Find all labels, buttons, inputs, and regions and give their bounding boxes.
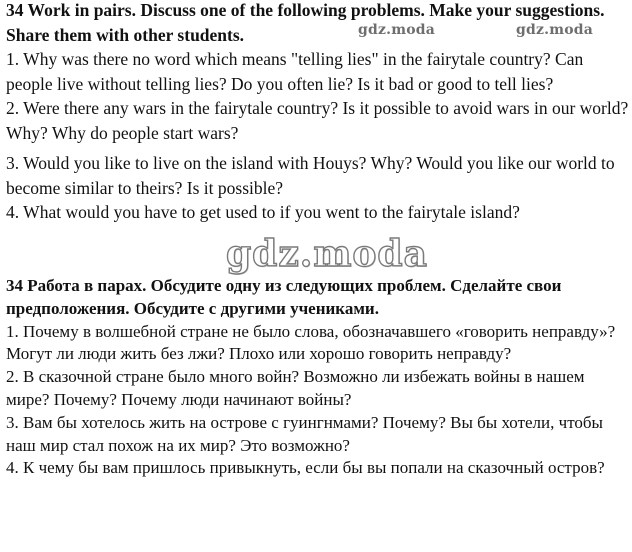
russian-exercise xyxy=(6,275,630,480)
russian-question-3: 3. Вам бы хотелось жить на острове с гуингнмами? Почему? Вы бы хотели, чтобы наш мир стал похож на их мир? Это возможно? xyxy=(6,412,603,455)
english-question-3: 3. Would you like to live on the island with Houys? Why? Would you like our world to become similar to theirs? Is it possible? xyxy=(6,153,615,198)
english-heading: 34 Work in pairs. Discuss one of the following problems. Make your suggestions. Share them with other students. xyxy=(6,0,605,45)
russian-question-2: 2. В сказочной стране было много войн? Возможно ли избежать войны в нашем мире? Почему? Почему люди начинают войны? xyxy=(6,367,585,409)
english-question-1: 1. Why was there no word which means "telling lies" in the fairytale country? Can people live without telling lies? Do you often lie? Is it bad or good to tell lies? xyxy=(6,49,584,94)
english-question-4: 4. What would you have to get used to if you went to the fairytale island? xyxy=(6,202,520,222)
russian-question-1: 1. Почему в волшебной стране не было слова, обозначавшего «говорить неправду»? Могут ли люди жить без лжи? Плохо или хорошо говорить неправду? xyxy=(6,321,616,364)
watermark-small-left: gdz.moda xyxy=(358,22,436,38)
russian-heading: 34 Работа в парах. Обсудите одну из следующих проблем. Сделайте свои предположения. Обсудите с другими учениками. xyxy=(6,276,562,318)
english-question-2: 2. Were there any wars in the fairytale country? Is it possible to avoid wars in our world? Why? Why do people start wars? xyxy=(6,98,629,143)
russian-question-4: 4. К чему бы вам пришлось привыкнуть, если бы вы попали на сказочный остров? xyxy=(6,458,605,478)
watermark-small-right: gdz.moda xyxy=(516,22,594,38)
watermark-center: gdz.moda xyxy=(226,233,428,275)
